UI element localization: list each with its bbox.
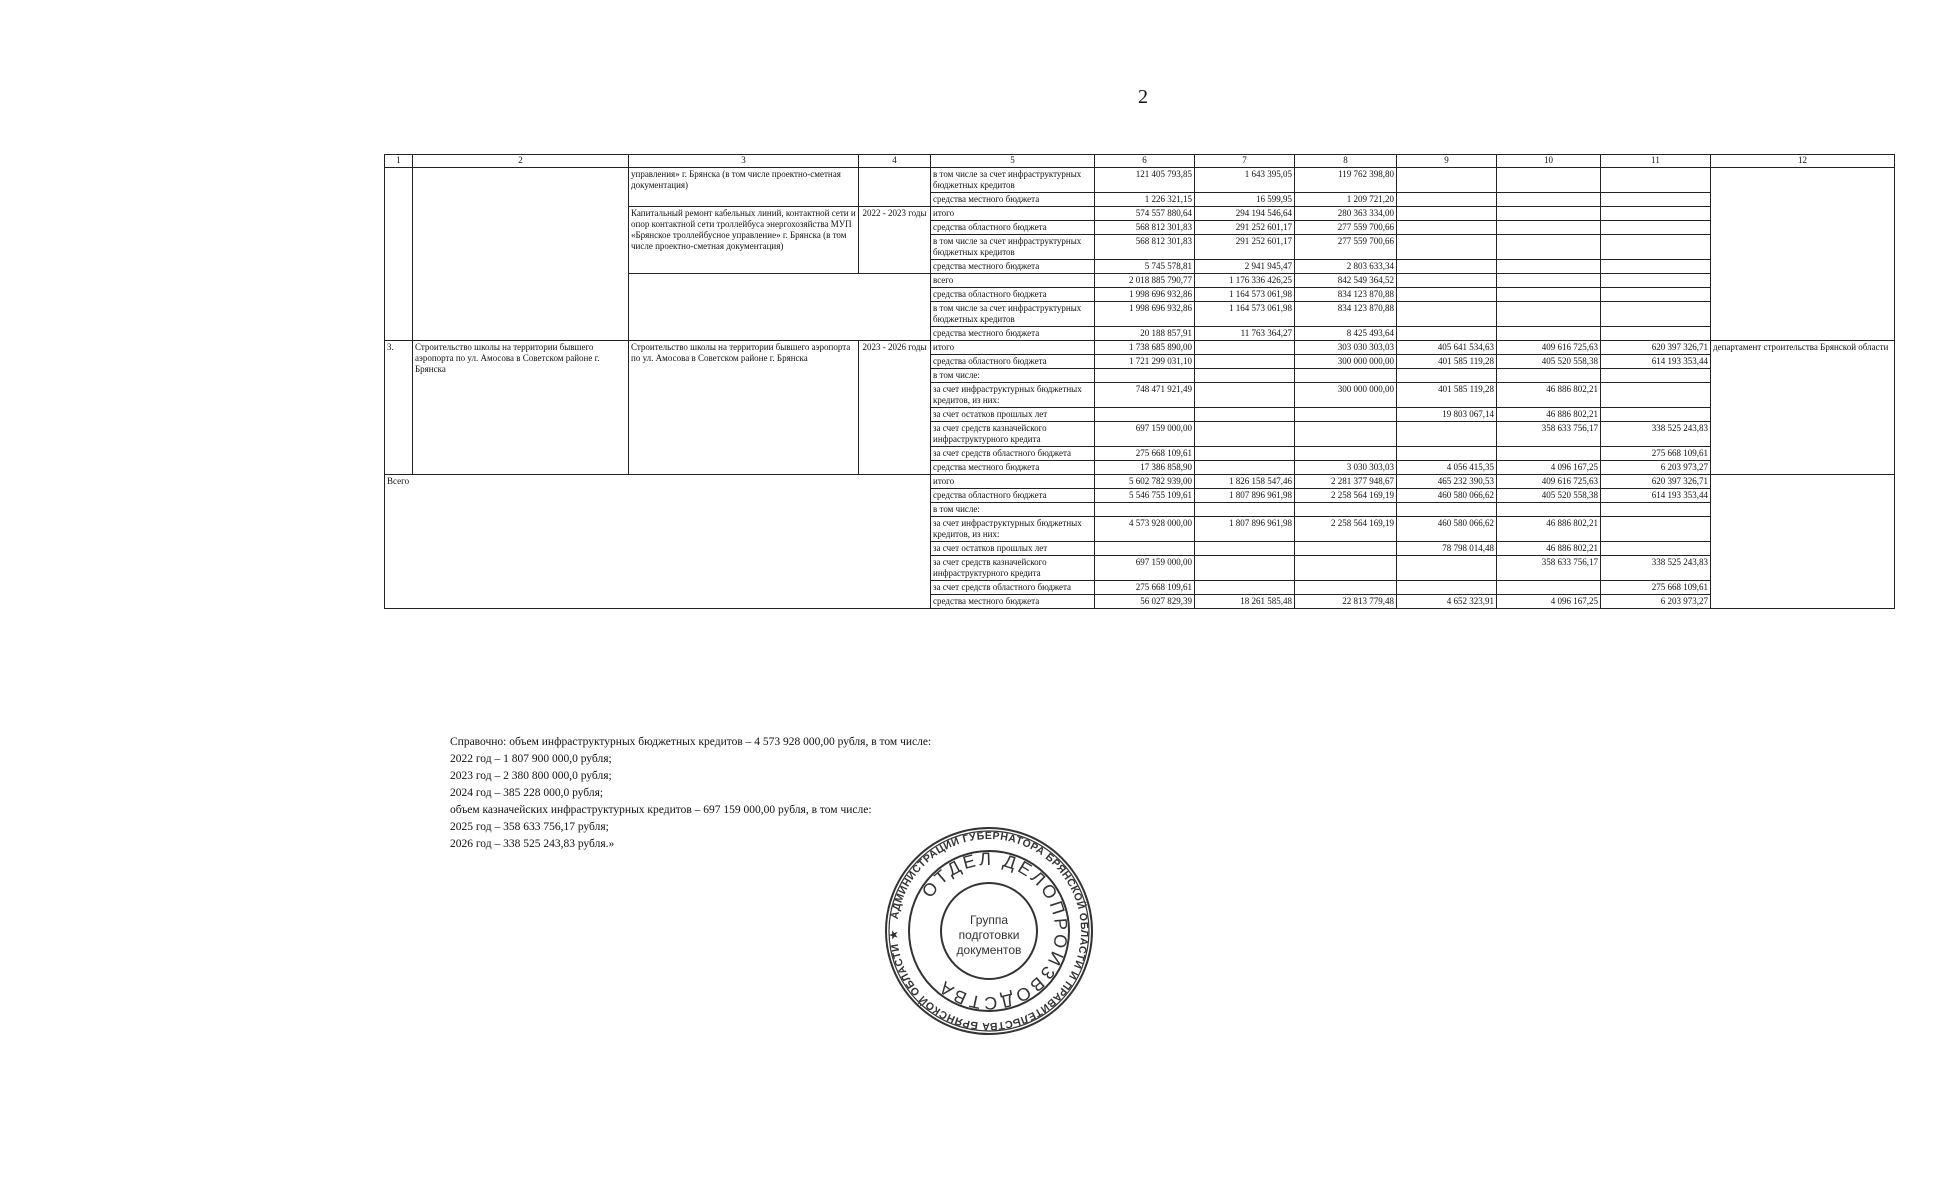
amount-cell bbox=[1397, 422, 1497, 447]
funding-source-cell: за счет остатков прошлых лет bbox=[931, 408, 1095, 422]
total-label-cell: Всего bbox=[385, 475, 931, 609]
funding-source-cell: за счет средств казначейского инфраструктурного кредита bbox=[931, 422, 1095, 447]
note-line: 2024 год – 385 228 000,0 рубля; bbox=[450, 787, 604, 799]
funding-source-cell: в том числе: bbox=[931, 369, 1095, 383]
column-number-header: 3 bbox=[629, 155, 859, 168]
funding-source-cell: в том числе за счет инфраструктурных бюджетных кредитов bbox=[931, 235, 1095, 260]
amount-cell bbox=[1397, 447, 1497, 461]
funding-source-cell: средства местного бюджета bbox=[931, 327, 1095, 341]
amount-cell bbox=[1497, 193, 1601, 207]
table-header-row bbox=[385, 155, 1895, 168]
amount-cell bbox=[1195, 369, 1295, 383]
amount-cell: 121 405 793,85 bbox=[1095, 168, 1195, 193]
svg-text:документов: документов bbox=[956, 943, 1022, 957]
amount-cell: 614 193 353,44 bbox=[1601, 355, 1711, 369]
amount-cell: 338 525 243,83 bbox=[1601, 556, 1711, 581]
amount-cell: 4 096 167,25 bbox=[1497, 595, 1601, 609]
amount-cell bbox=[1601, 383, 1711, 408]
amount-cell bbox=[1095, 408, 1195, 422]
amount-cell bbox=[1195, 542, 1295, 556]
amount-cell: 748 471 921,49 bbox=[1095, 383, 1195, 408]
amount-cell: 405 641 534,63 bbox=[1397, 341, 1497, 355]
funding-source-cell: средства областного бюджета bbox=[931, 355, 1095, 369]
column-number-header: 4 bbox=[859, 155, 931, 168]
funding-source-cell: за счет средств областного бюджета bbox=[931, 447, 1095, 461]
amount-cell bbox=[1195, 355, 1295, 369]
amount-cell bbox=[1295, 447, 1397, 461]
amount-cell bbox=[1601, 193, 1711, 207]
amount-cell: 2 258 564 169,19 bbox=[1295, 489, 1397, 503]
amount-cell: 460 580 066,62 bbox=[1397, 489, 1497, 503]
amount-cell bbox=[1497, 274, 1601, 288]
amount-cell bbox=[1601, 302, 1711, 327]
column-number-header: 12 bbox=[1711, 155, 1895, 168]
row-number-cell: 3. bbox=[385, 341, 413, 475]
amount-cell: 2 018 885 790,77 bbox=[1095, 274, 1195, 288]
reference-notes bbox=[450, 734, 931, 853]
amount-cell bbox=[1295, 408, 1397, 422]
amount-cell: 1 807 896 961,98 bbox=[1195, 517, 1295, 542]
amount-cell: 1 164 573 061,98 bbox=[1195, 302, 1295, 327]
amount-cell bbox=[1601, 542, 1711, 556]
amount-cell: 4 096 167,25 bbox=[1497, 461, 1601, 475]
amount-cell: 46 886 802,21 bbox=[1497, 517, 1601, 542]
amount-cell bbox=[1601, 288, 1711, 302]
amount-cell bbox=[1497, 369, 1601, 383]
amount-cell bbox=[1601, 221, 1711, 235]
amount-cell: 405 520 558,38 bbox=[1497, 489, 1601, 503]
amount-cell: 275 668 109,61 bbox=[1601, 447, 1711, 461]
amount-cell: 8 425 493,64 bbox=[1295, 327, 1397, 341]
amount-cell bbox=[1095, 503, 1195, 517]
amount-cell: 465 232 390,53 bbox=[1397, 475, 1497, 489]
amount-cell bbox=[1397, 288, 1497, 302]
amount-cell: 3 030 303,03 bbox=[1295, 461, 1397, 475]
funding-source-cell: за счет инфраструктурных бюджетных кредитов, из них: bbox=[931, 383, 1095, 408]
svg-text:Группа: Группа bbox=[969, 913, 1009, 927]
amount-cell bbox=[1295, 503, 1397, 517]
amount-cell bbox=[1195, 447, 1295, 461]
funding-source-cell: итого bbox=[931, 207, 1095, 221]
column-number-header: 2 bbox=[413, 155, 629, 168]
amount-cell: 358 633 756,17 bbox=[1497, 556, 1601, 581]
object-name-cell: Строительство школы на территории бывшего аэропорта по ул. Амосова в Советском районе г. Брянска bbox=[629, 341, 859, 475]
amount-cell bbox=[1397, 260, 1497, 274]
column-number-header: 10 bbox=[1497, 155, 1601, 168]
amount-cell: 291 252 601,17 bbox=[1195, 235, 1295, 260]
svg-text:подготовки: подготовки bbox=[958, 928, 1020, 942]
amount-cell: 2 258 564 169,19 bbox=[1295, 517, 1397, 542]
object-name-cell: управления» г. Брянска (в том числе проектно-сметная документация) bbox=[629, 168, 859, 207]
amount-cell bbox=[1195, 408, 1295, 422]
note-line: 2023 год – 2 380 800 000,0 рубля; bbox=[450, 770, 612, 782]
amount-cell bbox=[1601, 327, 1711, 341]
amount-cell: 697 159 000,00 bbox=[1095, 422, 1195, 447]
page-number: 2 bbox=[1138, 86, 1148, 108]
amount-cell bbox=[1195, 341, 1295, 355]
column-number-header: 1 bbox=[385, 155, 413, 168]
funding-source-cell: средства областного бюджета bbox=[931, 489, 1095, 503]
amount-cell: 46 886 802,21 bbox=[1497, 542, 1601, 556]
table-row bbox=[385, 341, 1895, 355]
amount-cell bbox=[1295, 422, 1397, 447]
period-cell bbox=[859, 168, 931, 207]
table-row bbox=[385, 168, 1895, 193]
funding-source-cell: средства областного бюджета bbox=[931, 221, 1095, 235]
amount-cell: 291 252 601,17 bbox=[1195, 221, 1295, 235]
table-row bbox=[385, 475, 1895, 489]
amount-cell: 338 525 243,83 bbox=[1601, 422, 1711, 447]
note-line: 2022 год – 1 807 900 000,0 рубля; bbox=[450, 753, 612, 765]
amount-cell: 280 363 334,00 bbox=[1295, 207, 1397, 221]
funding-source-cell: за счет остатков прошлых лет bbox=[931, 542, 1095, 556]
amount-cell: 277 559 700,66 bbox=[1295, 235, 1397, 260]
amount-cell: 4 573 928 000,00 bbox=[1095, 517, 1195, 542]
amount-cell bbox=[1497, 503, 1601, 517]
amount-cell: 409 616 725,63 bbox=[1497, 341, 1601, 355]
amount-cell bbox=[1195, 383, 1295, 408]
amount-cell: 275 668 109,61 bbox=[1095, 447, 1195, 461]
amount-cell: 17 386 858,90 bbox=[1095, 461, 1195, 475]
amount-cell bbox=[1397, 327, 1497, 341]
responsible-cell: департамент строительства Брянской области bbox=[1711, 341, 1895, 475]
amount-cell bbox=[1601, 168, 1711, 193]
amount-cell: 2 281 377 948,67 bbox=[1295, 475, 1397, 489]
amount-cell: 300 000 000,00 bbox=[1295, 355, 1397, 369]
amount-cell: 1 998 696 932,86 bbox=[1095, 302, 1195, 327]
funding-source-cell: в том числе за счет инфраструктурных бюджетных кредитов bbox=[931, 168, 1095, 193]
amount-cell: 1 643 395,05 bbox=[1195, 168, 1295, 193]
amount-cell: 16 599,95 bbox=[1195, 193, 1295, 207]
funding-source-cell: средства местного бюджета bbox=[931, 260, 1095, 274]
amount-cell bbox=[1601, 207, 1711, 221]
amount-cell: 275 668 109,61 bbox=[1095, 581, 1195, 595]
amount-cell: 18 261 585,48 bbox=[1195, 595, 1295, 609]
funding-source-cell: итого bbox=[931, 341, 1095, 355]
amount-cell bbox=[1497, 302, 1601, 327]
column-number-header: 8 bbox=[1295, 155, 1397, 168]
amount-cell bbox=[1601, 260, 1711, 274]
amount-cell: 1 738 685 890,00 bbox=[1095, 341, 1195, 355]
amount-cell bbox=[1497, 168, 1601, 193]
amount-cell: 614 193 353,44 bbox=[1601, 489, 1711, 503]
amount-cell bbox=[1397, 556, 1497, 581]
responsible-cell bbox=[1711, 475, 1895, 609]
amount-cell: 2 941 945,47 bbox=[1195, 260, 1295, 274]
amount-cell: 1 998 696 932,86 bbox=[1095, 288, 1195, 302]
amount-cell bbox=[1397, 274, 1497, 288]
funding-source-cell: за счет инфраструктурных бюджетных кредитов, из них: bbox=[931, 517, 1095, 542]
amount-cell: 1 721 299 031,10 bbox=[1095, 355, 1195, 369]
amount-cell bbox=[1497, 221, 1601, 235]
note-line: 2026 год – 338 525 243,83 рубля.» bbox=[450, 838, 615, 850]
amount-cell: 20 188 857,91 bbox=[1095, 327, 1195, 341]
amount-cell: 1 826 158 547,46 bbox=[1195, 475, 1295, 489]
column-number-header: 5 bbox=[931, 155, 1095, 168]
amount-cell bbox=[1397, 581, 1497, 595]
amount-cell: 46 886 802,21 bbox=[1497, 383, 1601, 408]
amount-cell: 4 652 323,91 bbox=[1397, 595, 1497, 609]
amount-cell: 19 803 067,14 bbox=[1397, 408, 1497, 422]
amount-cell: 277 559 700,66 bbox=[1295, 221, 1397, 235]
amount-cell bbox=[1601, 503, 1711, 517]
amount-cell bbox=[1397, 168, 1497, 193]
funding-source-cell: в том числе за счет инфраструктурных бюджетных кредитов bbox=[931, 302, 1095, 327]
amount-cell: 1 209 721,20 bbox=[1295, 193, 1397, 207]
amount-cell: 6 203 973,27 bbox=[1601, 461, 1711, 475]
funding-source-cell: средства местного бюджета bbox=[931, 461, 1095, 475]
amount-cell bbox=[1601, 369, 1711, 383]
amount-cell: 78 798 014,48 bbox=[1397, 542, 1497, 556]
amount-cell: 4 056 415,35 bbox=[1397, 461, 1497, 475]
note-line: 2025 год – 358 633 756,17 рубля; bbox=[450, 821, 609, 833]
amount-cell bbox=[1195, 461, 1295, 475]
amount-cell: 294 194 546,64 bbox=[1195, 207, 1295, 221]
funding-source-cell: в том числе: bbox=[931, 503, 1095, 517]
amount-cell bbox=[1295, 542, 1397, 556]
amount-cell: 1 176 336 426,25 bbox=[1195, 274, 1295, 288]
amount-cell bbox=[1601, 408, 1711, 422]
amount-cell: 5 602 782 939,00 bbox=[1095, 475, 1195, 489]
amount-cell bbox=[1397, 221, 1497, 235]
amount-cell bbox=[1397, 193, 1497, 207]
amount-cell: 2 803 633,34 bbox=[1295, 260, 1397, 274]
budget-table bbox=[384, 154, 1895, 609]
responsible-cell bbox=[1711, 168, 1895, 341]
period-cell: 2022 - 2023 годы bbox=[859, 207, 931, 274]
amount-cell: 460 580 066,62 bbox=[1397, 517, 1497, 542]
amount-cell bbox=[1497, 288, 1601, 302]
amount-cell: 358 633 756,17 bbox=[1497, 422, 1601, 447]
amount-cell: 620 397 326,71 bbox=[1601, 475, 1711, 489]
amount-cell bbox=[1295, 556, 1397, 581]
amount-cell bbox=[1497, 327, 1601, 341]
amount-cell bbox=[1295, 369, 1397, 383]
column-number-header: 11 bbox=[1601, 155, 1711, 168]
amount-cell: 275 668 109,61 bbox=[1601, 581, 1711, 595]
amount-cell bbox=[1497, 207, 1601, 221]
svg-text:АДМИНИСТРАЦИИ ГУБЕРНАТОРА БРЯН: АДМИНИСТРАЦИИ ГУБЕРНАТОРА БРЯНСКОЙ ОБЛАСТИ И ПРАВИТЕЛЬСТВА БРЯНСКОЙ ОБЛАСТИ ★ bbox=[887, 829, 1091, 1033]
amount-cell: 303 030 303,03 bbox=[1295, 341, 1397, 355]
amount-cell: 5 745 578,81 bbox=[1095, 260, 1195, 274]
amount-cell bbox=[1095, 369, 1195, 383]
note-line: Справочно: объем инфраструктурных бюджетных кредитов – 4 573 928 000,00 рубля, в том числе: bbox=[450, 736, 932, 748]
amount-cell: 409 616 725,63 bbox=[1497, 475, 1601, 489]
amount-cell: 834 123 870,88 bbox=[1295, 288, 1397, 302]
amount-cell bbox=[1497, 235, 1601, 260]
amount-cell bbox=[1397, 369, 1497, 383]
amount-cell: 56 027 829,39 bbox=[1095, 595, 1195, 609]
amount-cell bbox=[1601, 274, 1711, 288]
row-number-cell bbox=[385, 168, 413, 341]
subtotal-empty-cell bbox=[629, 274, 931, 341]
amount-cell: 568 812 301,83 bbox=[1095, 235, 1195, 260]
amount-cell: 1 807 896 961,98 bbox=[1195, 489, 1295, 503]
amount-cell: 842 549 364,52 bbox=[1295, 274, 1397, 288]
amount-cell: 1 226 321,15 bbox=[1095, 193, 1195, 207]
amount-cell: 620 397 326,71 bbox=[1601, 341, 1711, 355]
project-name-cell: Строительство школы на территории бывшего аэропорта по ул. Амосова в Советском районе г. Брянска bbox=[413, 341, 629, 475]
funding-source-cell: за счет средств казначейского инфраструктурного кредита bbox=[931, 556, 1095, 581]
amount-cell: 22 813 779,48 bbox=[1295, 595, 1397, 609]
amount-cell: 119 762 398,80 bbox=[1295, 168, 1397, 193]
amount-cell bbox=[1397, 207, 1497, 221]
column-number-header: 7 bbox=[1195, 155, 1295, 168]
amount-cell bbox=[1195, 581, 1295, 595]
amount-cell: 834 123 870,88 bbox=[1295, 302, 1397, 327]
amount-cell bbox=[1601, 517, 1711, 542]
project-name-cell bbox=[413, 168, 629, 341]
amount-cell bbox=[1397, 302, 1497, 327]
column-number-header: 9 bbox=[1397, 155, 1497, 168]
note-line: объем казначейских инфраструктурных кредитов – 697 159 000,00 рубля, в том числе: bbox=[450, 804, 872, 816]
funding-source-cell: итого bbox=[931, 475, 1095, 489]
funding-source-cell: средства местного бюджета bbox=[931, 595, 1095, 609]
amount-cell: 574 557 880,64 bbox=[1095, 207, 1195, 221]
amount-cell: 568 812 301,83 bbox=[1095, 221, 1195, 235]
amount-cell: 401 585 119,28 bbox=[1397, 355, 1497, 369]
funding-source-cell: средства местного бюджета bbox=[931, 193, 1095, 207]
amount-cell: 5 546 755 109,61 bbox=[1095, 489, 1195, 503]
amount-cell bbox=[1497, 581, 1601, 595]
svg-text:ОТДЕЛ ДЕЛОПРОИЗВОДСТВА: ОТДЕЛ ДЕЛОПРОИЗВОДСТВА bbox=[917, 848, 1072, 1014]
period-cell: 2023 - 2026 годы bbox=[859, 341, 931, 475]
amount-cell: 46 886 802,21 bbox=[1497, 408, 1601, 422]
amount-cell: 697 159 000,00 bbox=[1095, 556, 1195, 581]
amount-cell: 11 763 364,27 bbox=[1195, 327, 1295, 341]
amount-cell: 1 164 573 061,98 bbox=[1195, 288, 1295, 302]
amount-cell bbox=[1195, 422, 1295, 447]
official-stamp bbox=[884, 826, 1094, 1036]
amount-cell: 405 520 558,38 bbox=[1497, 355, 1601, 369]
amount-cell bbox=[1195, 503, 1295, 517]
amount-cell bbox=[1601, 235, 1711, 260]
funding-source-cell: всего bbox=[931, 274, 1095, 288]
amount-cell bbox=[1497, 260, 1601, 274]
amount-cell: 300 000 000,00 bbox=[1295, 383, 1397, 408]
amount-cell bbox=[1195, 556, 1295, 581]
amount-cell: 6 203 973,27 bbox=[1601, 595, 1711, 609]
object-name-cell: Капитальный ремонт кабельных линий, контактной сети и опор контактной сети троллейбуса энергохозяйства МУП «Брянское троллейбусное управление» г. Брянска (в том числе проектно-сметная документация) bbox=[629, 207, 859, 274]
stamp-seal-icon bbox=[884, 826, 1094, 1036]
amount-cell bbox=[1397, 235, 1497, 260]
column-number-header: 6 bbox=[1095, 155, 1195, 168]
amount-cell bbox=[1295, 581, 1397, 595]
funding-source-cell: средства областного бюджета bbox=[931, 288, 1095, 302]
amount-cell bbox=[1397, 503, 1497, 517]
amount-cell bbox=[1095, 542, 1195, 556]
funding-source-cell: за счет средств областного бюджета bbox=[931, 581, 1095, 595]
amount-cell: 401 585 119,28 bbox=[1397, 383, 1497, 408]
amount-cell bbox=[1497, 447, 1601, 461]
